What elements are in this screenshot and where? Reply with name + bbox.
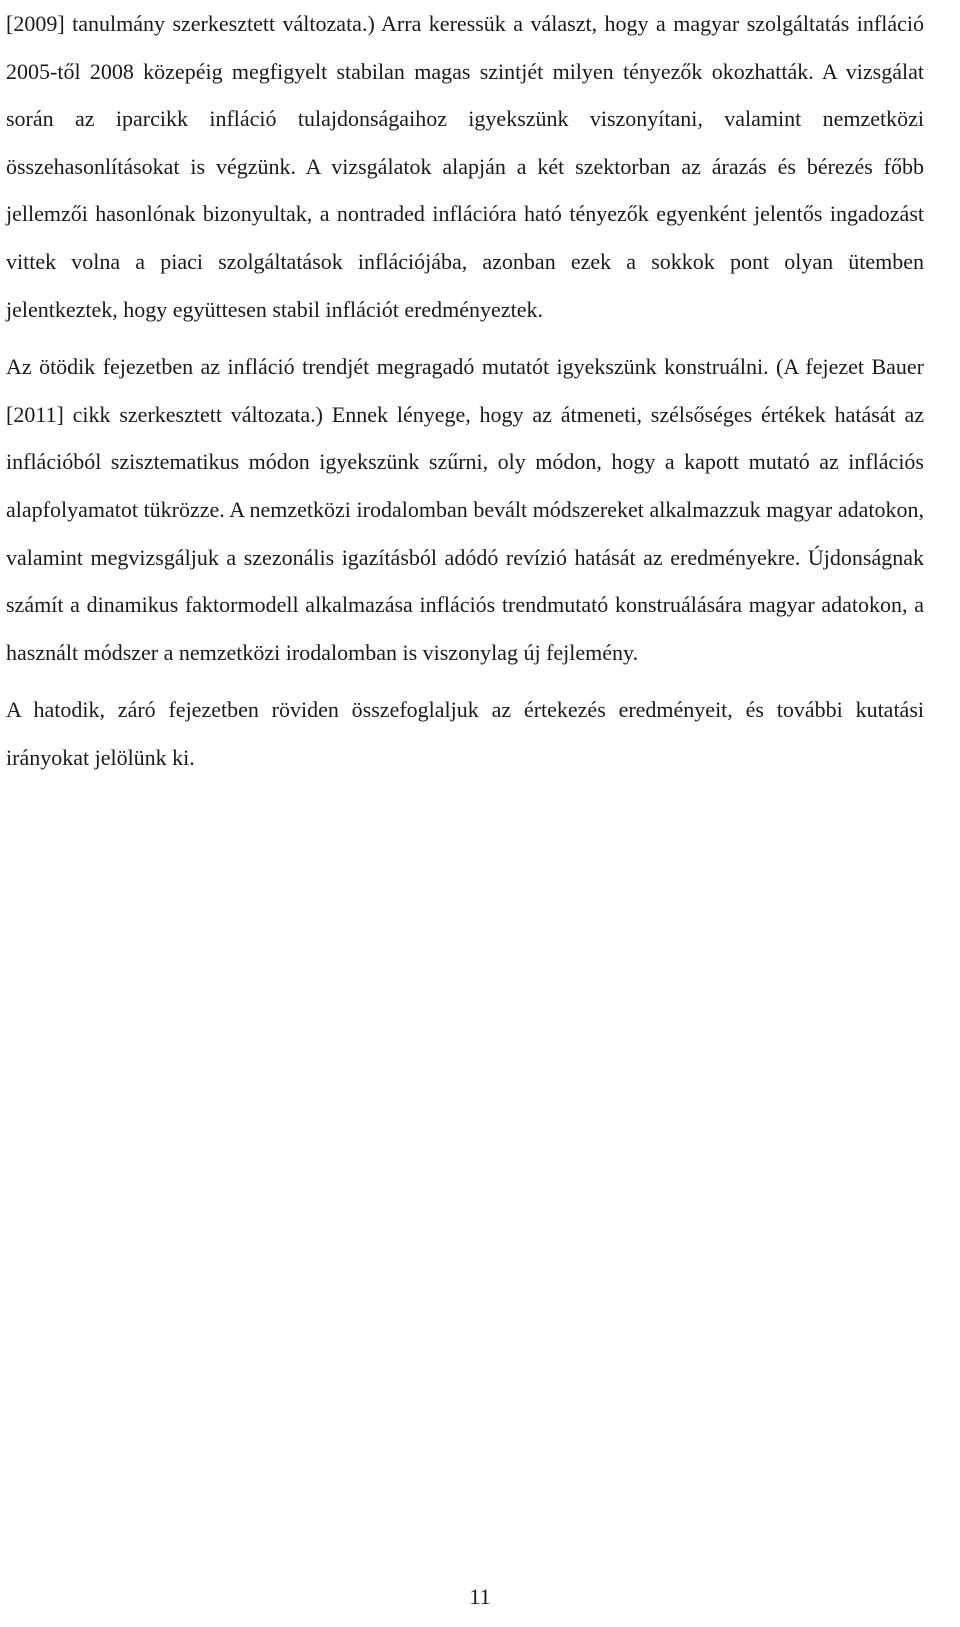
paragraph-1: [2009] tanulmány szerkesztett változata.) Arra keressük a választ, hogy a magyar szolgáltatás infláció 2005-től 2008 közepéig megfigyelt stabilan magas szintjét milyen tényezők okozhatták. A vizsgálat során az iparcikk infláció tulajdonságaihoz igyekszünk viszonyítani, valamint nemzetközi összehasonlításokat is végzünk. A vizsgálatok alapján a két szektorban az árazás és bérezés főbb jellemzői hasonlónak bizonyultak, a nontraded inflációra ható tényezők egyenként jelentős ingadozást vittek volna a piaci szolgáltatások inflációjába, azonban ezek a sokkok pont olyan ütemben jelentkeztek, hogy együttesen stabil inflációt eredményeztek. bbox=[6, 11, 924, 322]
document-body bbox=[6, 0, 924, 782]
paragraph-2: Az ötödik fejezetben az infláció trendjét megragadó mutatót igyekszünk konstruálni. (A fejezet Bauer [2011] cikk szerkesztett változata.) Ennek lényege, hogy az átmeneti, szélsőséges értékek hatását az inflációból szisztematikus módon igyekszünk szűrni, oly módon, hogy a kapott mutató az inflációs alapfolyamatot tükrözze. A nemzetközi irodalomban bevált módszereket alkalmazzuk magyar adatokon, valamint megvizsgáljuk a szezonális igazításból adódó revízió hatását az eredményekre. Újdonságnak számít a dinamikus faktormodell alkalmazása inflációs trendmutató konstruálására magyar adatokon, a használt módszer a nemzetközi irodalomban is viszonylag új fejlemény. bbox=[6, 354, 924, 665]
paragraph-3: A hatodik, záró fejezetben röviden összefoglaljuk az értekezés eredményeit, és további kutatási irányokat jelölünk ki. bbox=[6, 697, 924, 770]
page-number: 11 bbox=[469, 1584, 491, 1609]
